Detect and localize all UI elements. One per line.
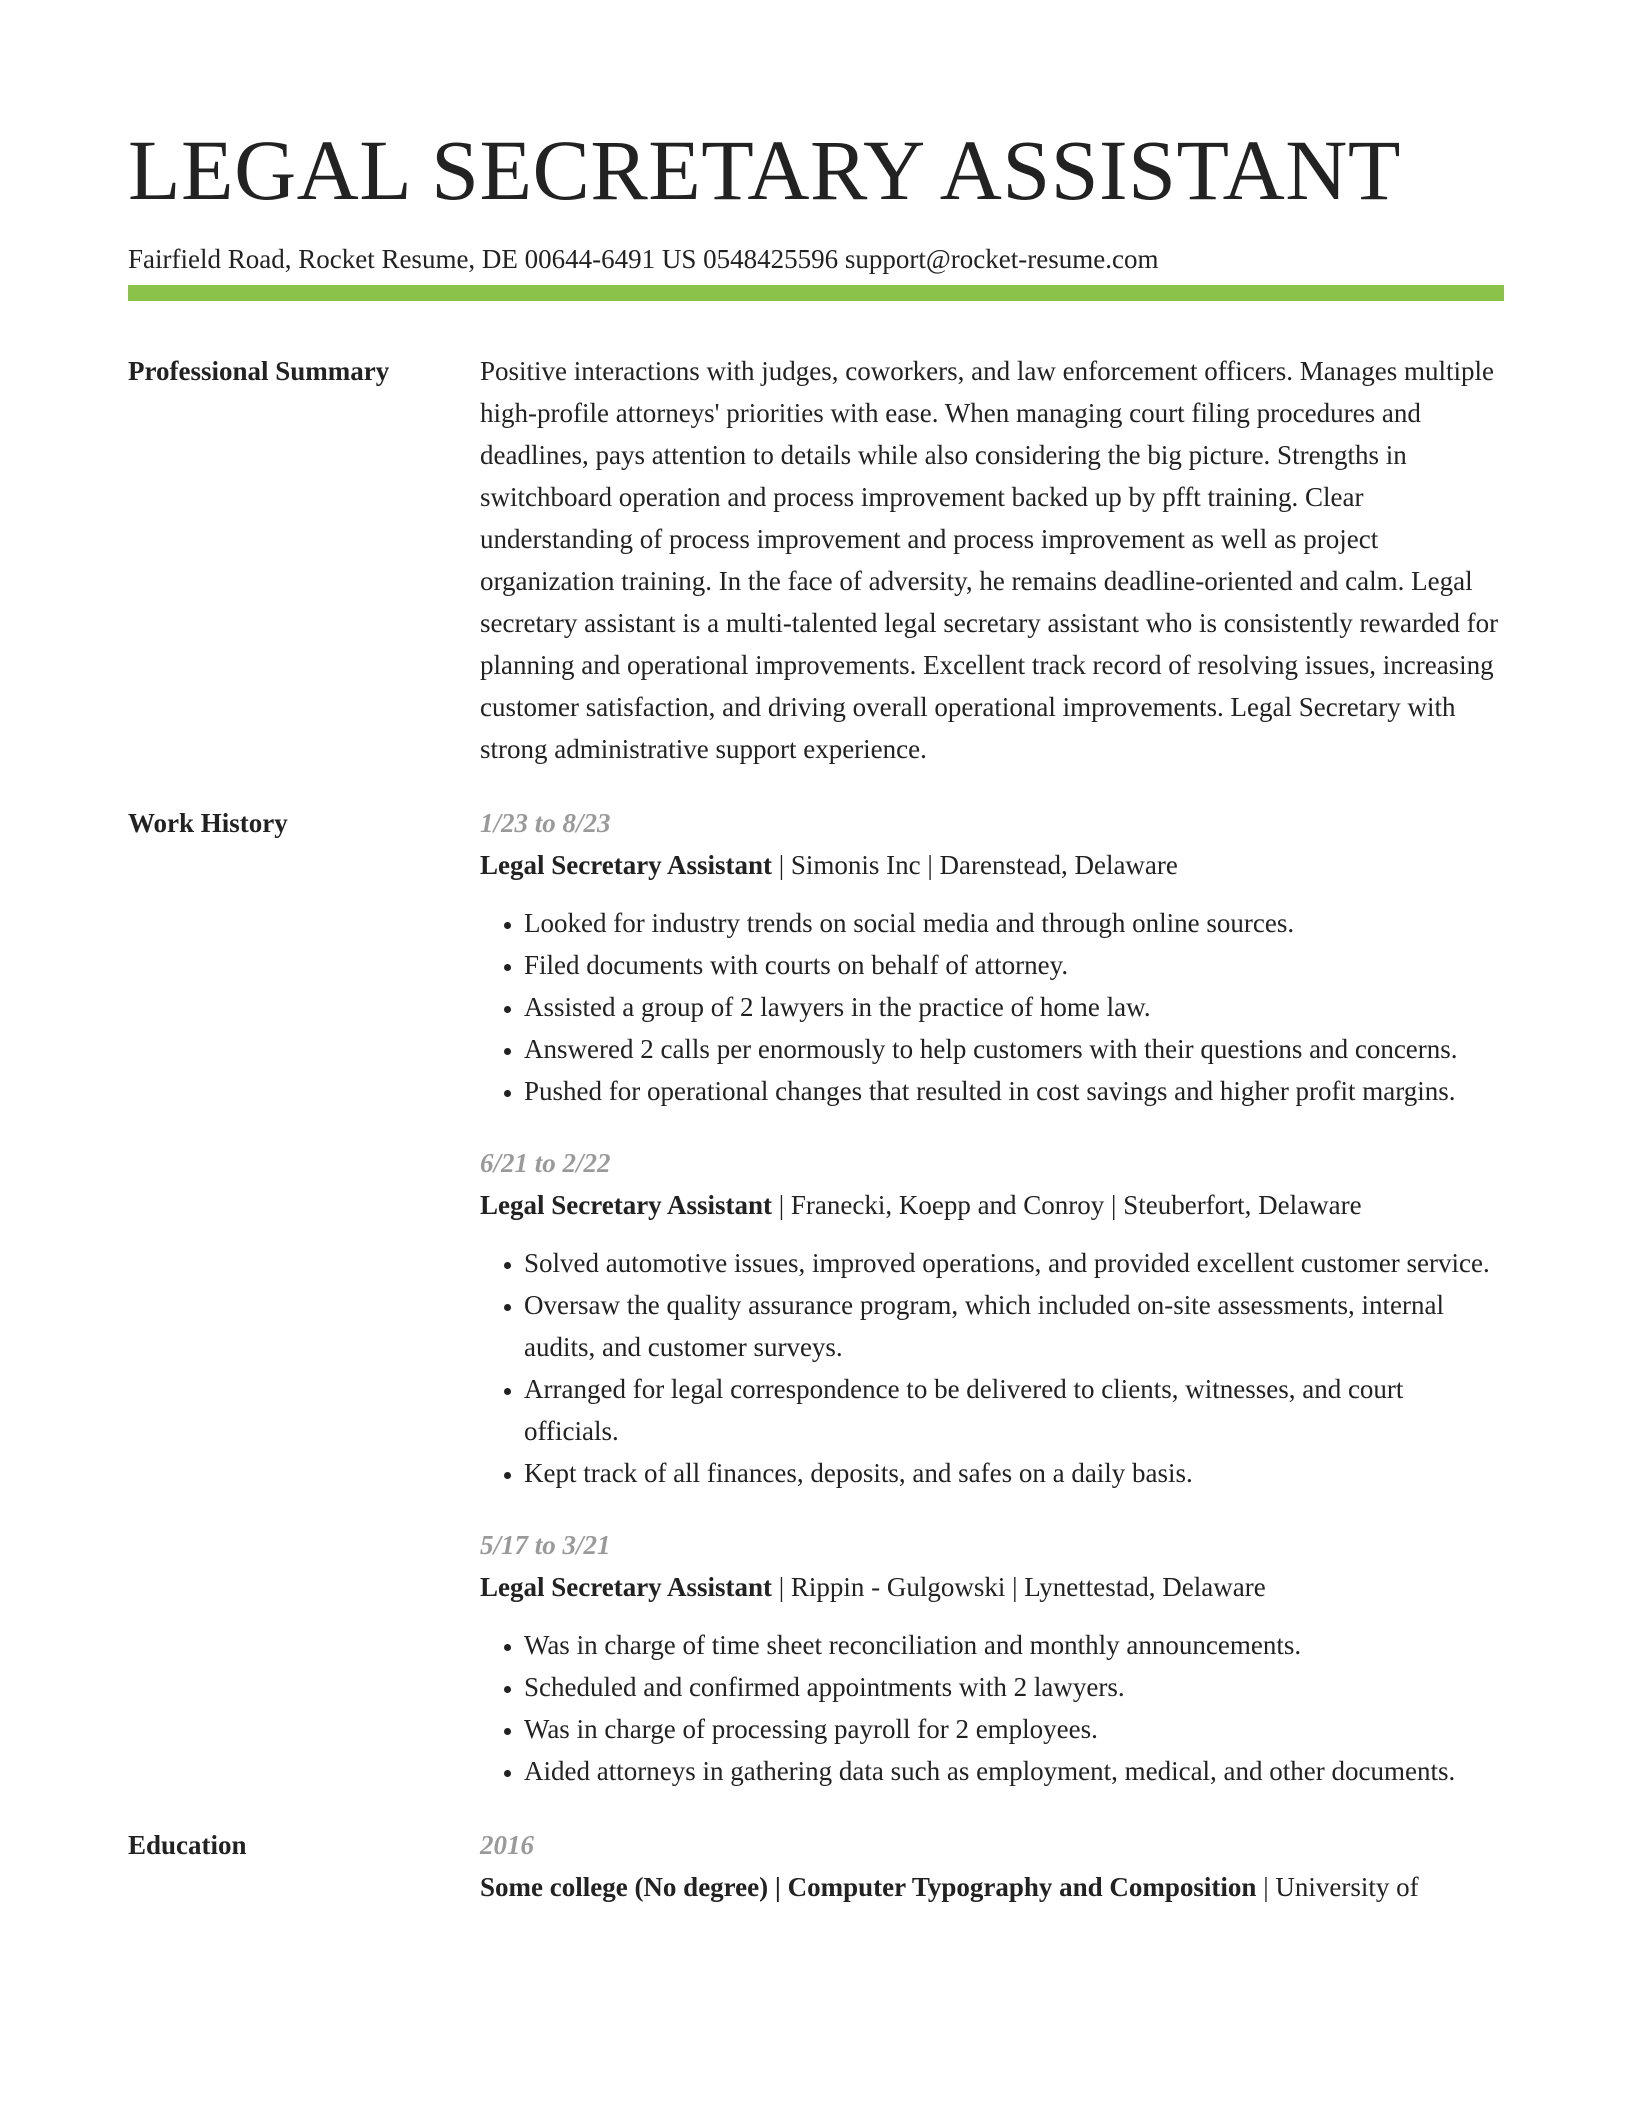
section-education [128,1824,1504,1908]
resume-header [128,118,1504,276]
job-dates: 6/21 to 2/22 [480,1148,611,1178]
accent-divider [128,285,1504,301]
education-year: 2016 [480,1830,534,1860]
job-bullets [480,1242,1504,1494]
job-details: | Rippin - Gulgowski | Lynettestad, Delaware [771,1572,1266,1602]
job-bullet: • Answered 2 calls per enormously to help customers with their questions and concerns. [524,1028,1504,1070]
education-degree: Some college (No degree) | Computer Typography and Composition [480,1872,1257,1902]
job-title: Legal Secretary Assistant [480,850,772,880]
job-bullet: • Scheduled and confirmed appointments with 2 lawyers. [524,1666,1504,1708]
education-body [480,1824,1504,1908]
job-dates: 5/17 to 3/21 [480,1530,611,1560]
section-title-education: Education [128,1830,247,1860]
education-school: | University of [1256,1872,1419,1902]
job-title: Legal Secretary Assistant [480,1572,772,1602]
summary-body [480,350,1504,770]
job-entry [480,1142,1504,1494]
job-bullet: • Assisted a group of 2 lawyers in the practice of home law. [524,986,1504,1028]
job-title: Legal Secretary Assistant [480,1190,772,1220]
job-bullets [480,902,1504,1112]
job-details: | Franecki, Koepp and Conroy | Steuberfort, Delaware [771,1190,1362,1220]
job-bullet: • Oversaw the quality assurance program, which included on-site assessments, internal audits, and customer surveys. [524,1284,1504,1368]
job-bullets [480,1624,1504,1792]
job-bullet: • Solved automotive issues, improved operations, and provided excellent customer service. [524,1242,1504,1284]
job-entry [480,802,1504,1112]
work-history-body [480,802,1504,1792]
contact-info: Fairfield Road, Rocket Resume, DE 00644-6491 US 0548425596 support@rocket-resume.com [128,244,1159,274]
job-details: | Simonis Inc | Darenstead, Delaware [771,850,1178,880]
job-bullet: • Looked for industry trends on social media and through online sources. [524,902,1504,944]
summary-text: Positive interactions with judges, coworkers, and law enforcement officers. Manages multiple high-profile attorneys' priorities with ease. When managing court filing procedures and deadlines, pays attention to details while also considering the big picture. Strengths in switchboard operation and process improvement backed up by pfft training. Clear understanding of process improvement and process improvement as well as project organization training. In the face of adversity, he remains deadline-oriented and calm. Legal secretary assistant is a multi-talented legal secretary assistant who is consistently rewarded for planning and operational improvements. Excellent track record of resolving issues, increasing customer satisfaction, and driving overall operational improvements. Legal Secretary with strong administrative support experience. [480,356,1499,764]
job-bullet: • Filed documents with courts on behalf of attorney. [524,944,1504,986]
job-heading [480,1566,1504,1608]
resume-content [128,350,1504,1908]
job-bullet: • Was in charge of processing payroll for 2 employees. [524,1708,1504,1750]
candidate-name: LEGAL SECRETARY ASSISTANT [128,122,1401,218]
job-heading [480,844,1504,886]
job-bullet: • Aided attorneys in gathering data such as employment, medical, and other documents. [524,1750,1504,1792]
job-bullet: • Kept track of all finances, deposits, and safes on a daily basis. [524,1452,1504,1494]
job-heading [480,1184,1504,1226]
section-title-work-history: Work History [128,808,288,838]
job-bullet: • Arranged for legal correspondence to be delivered to clients, witnesses, and court officials. [524,1368,1504,1452]
job-entry [480,1524,1504,1792]
job-dates: 1/23 to 8/23 [480,808,611,838]
job-bullet: • Pushed for operational changes that resulted in cost savings and higher profit margins. [524,1070,1504,1112]
education-heading [480,1866,1504,1908]
section-work-history [128,802,1504,1792]
job-bullet: • Was in charge of time sheet reconciliation and monthly announcements. [524,1624,1504,1666]
section-title-summary: Professional Summary [128,356,390,386]
section-professional-summary [128,350,1504,770]
